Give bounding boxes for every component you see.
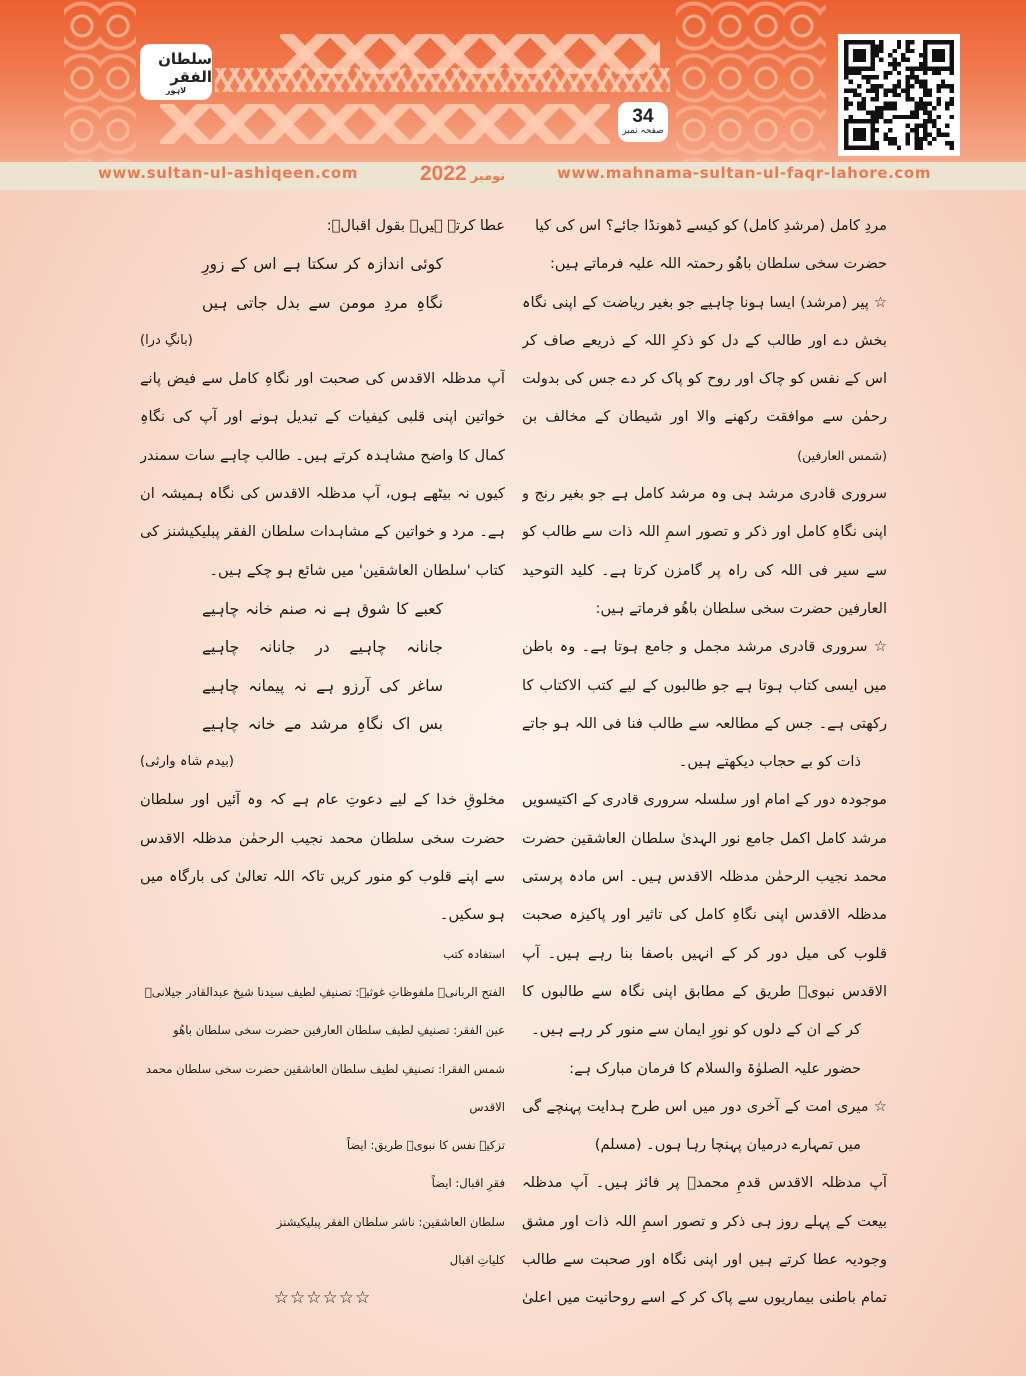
text-line: مردِ کامل (مرشدِ کامل) کو کیسے ڈھونڈا جائے؟ اس کی کیا [535,217,887,234]
logo-text: سلطان الفقر [158,49,212,86]
text-line: بیعت کے پہلے روز ہی ذکر و تصور اسمِ اللہ ذات اور مشق [522,1212,887,1230]
verse-line: ساغر کی آرزو ہے نہ پیمانہ چاہیے [202,676,443,695]
reference-item: شمس الفقرا: تصنیفِ لطیف سلطان العاشقین حضرت سخی سلطان محمد [145,1061,505,1076]
text-line: بخش دے اور طالب کے دل کو ذکرِ اللہ کے ذریعے صاف کر [522,331,887,349]
text-line: ہے۔ مرد و خواتین کے مشاہدات سلطان الفقر پبلیکیشنز کی [140,523,505,541]
text-line: کمال کا واضح مشاہدہ کرتے ہیں۔ طالب چاہے سات سمندر [140,446,505,464]
text-line: موجودہ دور کے امام اور سلسلہ سروری قادری کے اکتیسویں [522,791,887,809]
qr-code-icon [838,34,960,156]
text-line: ہو سکیں۔ [439,906,505,924]
reference-item: استفادہ کتب [443,946,505,961]
text-line: ☆ میری امت کے آخری دور میں اس طرح ہدایت پہنچے گی [522,1097,887,1115]
text-line: اپنی نگاہِ کامل اور ذکر و تصور اسمِ اللہ ذات سے طالب کو [522,523,887,541]
magazine-logo [140,44,212,100]
citation: (شمس العارفین) [797,447,887,463]
logo-subtext: لاہور [165,85,187,95]
text-line: مرشد کامل اکمل جامع نور الہدیٰ سلطان العاشقین حضرت [522,829,887,847]
text-line: ☆ پیر (مرشد) ایسا ہونا چاہیے جو بغیر ریاضت کے اپنی نگاہ [522,293,887,311]
text-line: کر کے ان کے دلوں کو نورِ ایمان سے منور کر رہے ہیں۔ [531,1021,861,1039]
text-line: حضور علیہ الصلوٰۃ والسلام کا فرمان مبارک ہے: [569,1059,861,1077]
text-line: کیوں نہ بیٹھے ہوں، آپ مدظلہ الاقدس کی نگاہ ہمیشہ ان [140,485,505,503]
text-line: سروری قادری مرشد ہی وہ مرشد کامل ہے جو بغیر رنج و [522,485,887,503]
page-number: 34 [632,105,654,127]
text-line: العارفین حضرت سخی سلطان باھُو فرماتے ہیں: [595,599,887,617]
decorative-pattern [676,0,826,162]
text-line: رکھتی ہے۔ جس کے مطالعہ سے طالب فنا فی اللہ ہو جاتے [522,714,887,732]
text-line: میں ایسی کتاب ہوتا ہے جو طالبوں کے لیے کتب الاکتاب کا [522,676,887,694]
reference-item: الاقدس [469,1099,505,1114]
text-line: مخلوقِ خدا کے لیے دعوتِ عام ہے کہ وہ آئیں اور سلطان [140,791,505,809]
text-line: کتاب 'سلطان العاشقین' میں شائع ہو چکے ہیں۔ [209,561,505,579]
text-line: میں تمہارے درمیان پہنچا رہا ہوں۔ (مسلم) [594,1136,861,1154]
website-link-right[interactable]: www.mahnama-sultan-ul-faqr-lahore.com [557,164,932,182]
page-number-badge [618,102,668,142]
text-line: تمام باطنی بیماریوں سے پاک کر کے اسے روحانیت میں اعلیٰ [522,1289,887,1307]
verse-line: نگاہِ مردِ مومن سے بدل جاتی ہیں [202,293,443,312]
website-link-left[interactable]: www.sultan-ul-ashiqeen.com [98,164,359,182]
text-line: قلوب کی میل دور کر کے انہیں باصفا بنا رہے ہیں۔ آپ [522,944,887,962]
star-ornament: ☆☆☆☆☆☆ [273,1288,372,1309]
decorative-pattern [215,68,670,92]
text-line: آپ مدظلہ الاقدس قدمِ محمدؐ پر فائز ہیں۔ آپ مدظلہ [522,1174,887,1192]
text-line: سے اپنے قلوب کو منور کریں تاکہ اللہ تعالیٰ کی بارگاہ میں [140,868,505,886]
verse-line: کوئی اندازہ کر سکتا ہے اس کے زورِ [202,255,443,274]
citation: (بیدم شاہ وارثی) [140,754,234,770]
text-line: اس کے نفس کو چاک اور روح کو پاک کر دے جس کی بدولت [522,370,887,388]
text-line: عطا کرتے ہیں۔ بقول اقبالؔ: [326,217,505,234]
text-line: خواتین اپنی قلبی کیفیات کے تبدیل ہونے اور آپ کی نگاہِ [140,408,505,426]
reference-item: عین الفقر: تصنیفِ لطیف سلطان العارفین حضرت سخی سلطان باھُو [173,1023,505,1038]
reference-item: کلیاتِ اقبال [449,1253,505,1268]
issue-month: نومبر [470,169,506,184]
reference-item: فقرِ اقبال: ایضاً [431,1176,505,1191]
reference-item: تزکیۂ نفس کا نبویؐ طریق: ایضاً [346,1138,505,1153]
reference-item: سلطان العاشقین: ناشر سلطان الفقر پبلیکیشنز [276,1214,505,1229]
verse-line: بس اک نگاہِ مرشد مے خانہ چاہیے [202,714,443,733]
verse-line: جانانہ چاہیے در جانانہ چاہیے [202,638,443,657]
text-line: الاقدس نبویؐ طریق کے مطابق اپنی نگاہ سے طالبوں کا [522,982,887,1000]
magazine-header [0,0,1026,162]
text-line: مدظلہ الاقدس اپنی نگاہِ کامل کی تاثیر اور پاکیزہ صحبت [522,906,887,924]
text-line: سے سیر فی اللہ کی راہ پر گامزن کرتا ہے۔ کلید التوحید [522,561,887,579]
text-line: ذات کو بے حجاب دیکھتے ہیں۔ [678,753,861,771]
page-label: صفحہ نمبر [622,125,664,136]
text-line: آپ مدظلہ الاقدس کی صحبت اور نگاہِ کامل سے فیض پانے [140,370,505,388]
decorative-pattern [64,0,136,162]
text-line: وجودیہ عطا کرتے ہیں اور اپنی نگاہ اور صحبت سے طالب [522,1251,887,1269]
article-column-right [522,209,887,1320]
issue-year: 2022 [420,162,467,185]
text-line: محمد نجیب الرحمٰن مدظلہ الاقدس ہیں۔ اس مادہ پرستی [522,868,887,886]
citation: (بانگِ درا) [140,332,193,348]
text-line: حضرت سخی سلطان محمد نجیب الرحمٰن مدظلہ الاقدس [140,829,505,847]
decorative-pattern [160,104,610,144]
issue-date [420,162,505,186]
text-line: رحمٰن سے موافقت رکھنے والا اور شیطان کے مخالف بن [522,408,887,426]
text-line: ☆ سروری قادری مرشد مجمل و جامع ہوتا ہے۔ وہ باطن [522,638,887,656]
verse-line: کعبے کا شوق ہے نہ صنم خانہ چاہیے [202,599,443,618]
article-column-left [140,209,505,1320]
text-line: حضرت سخی سلطان باھُو رحمتہ اللہ علیہ فرماتے ہیں: [549,255,887,273]
reference-item: الفتح الربانی۔ ملفوظاتِ غوثیہ: تصنیفِ لطیف سیدنا شیخ عبدالقادر جیلانیؓ [144,984,505,999]
